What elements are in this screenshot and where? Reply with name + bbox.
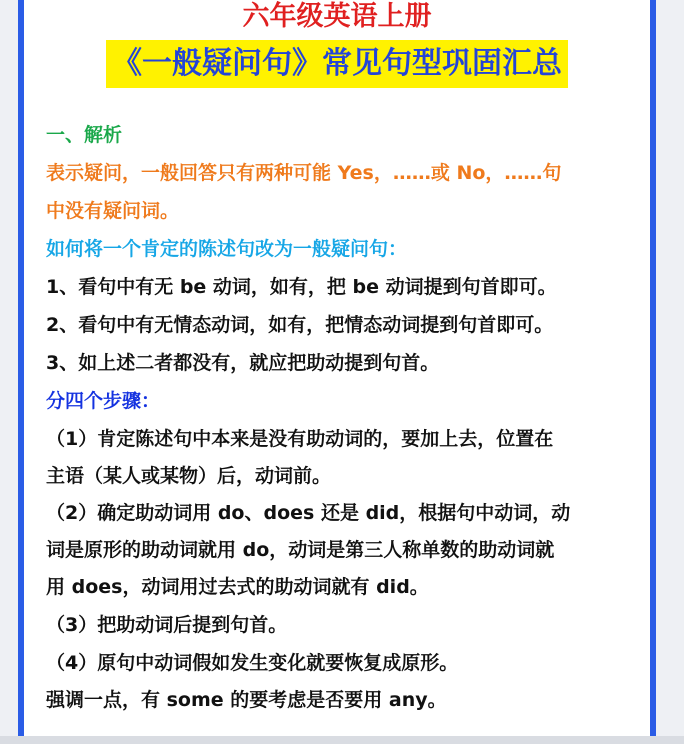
section-heading: 一、解析 [46, 124, 123, 146]
intro-line-2: 中没有疑问词。 [46, 200, 180, 222]
step-2-line-1: （2）确定助动词用 do、does 还是 did，根据句中动词，动 [46, 502, 571, 524]
page-title: 六年级英语上册 [242, 1, 432, 32]
rule-3: 3、如上述二者都没有，就应把助动提到句首。 [46, 352, 440, 374]
step-1-line-2: 主语（某人或某物）后，动词前。 [46, 465, 332, 487]
subtitle-wrap [24, 40, 650, 88]
how-heading: 如何将一个肯定的陈述句改为一般疑问句： [46, 238, 408, 260]
rule-1: 1、看句中有无 be 动词，如有，把 be 动词提到句首即可。 [46, 276, 557, 298]
document-page [18, 0, 656, 736]
rule-2: 2、看句中有无情态动词，如有，把情态动词提到句首即可。 [46, 314, 554, 336]
step-1-line-1: （1）肯定陈述句中本来是没有助动词的，要加上去，位置在 [46, 428, 554, 450]
step-2-line-3: 用 does，动词用过去式的助动词就有 did。 [46, 576, 429, 598]
step-3: （3）把助动词后提到句首。 [46, 614, 288, 636]
intro-line-1: 表示疑问，一般回答只有两种可能 Yes，……或 No，……句 [46, 162, 562, 184]
emphasis-note: 强调一点，有 some 的要考虑是否要用 any。 [46, 689, 447, 711]
horizontal-scrollbar[interactable] [0, 736, 684, 744]
steps-heading: 分四个步骤： [46, 390, 161, 412]
step-2-line-2: 词是原形的助动词就用 do，动词是第三人称单数的助动词就 [46, 539, 555, 561]
step-4: （4）原句中动词假如发生变化就要恢复成原形。 [46, 652, 459, 674]
page-subtitle: 《一般疑问句》常见句型巩固汇总 [106, 40, 568, 88]
